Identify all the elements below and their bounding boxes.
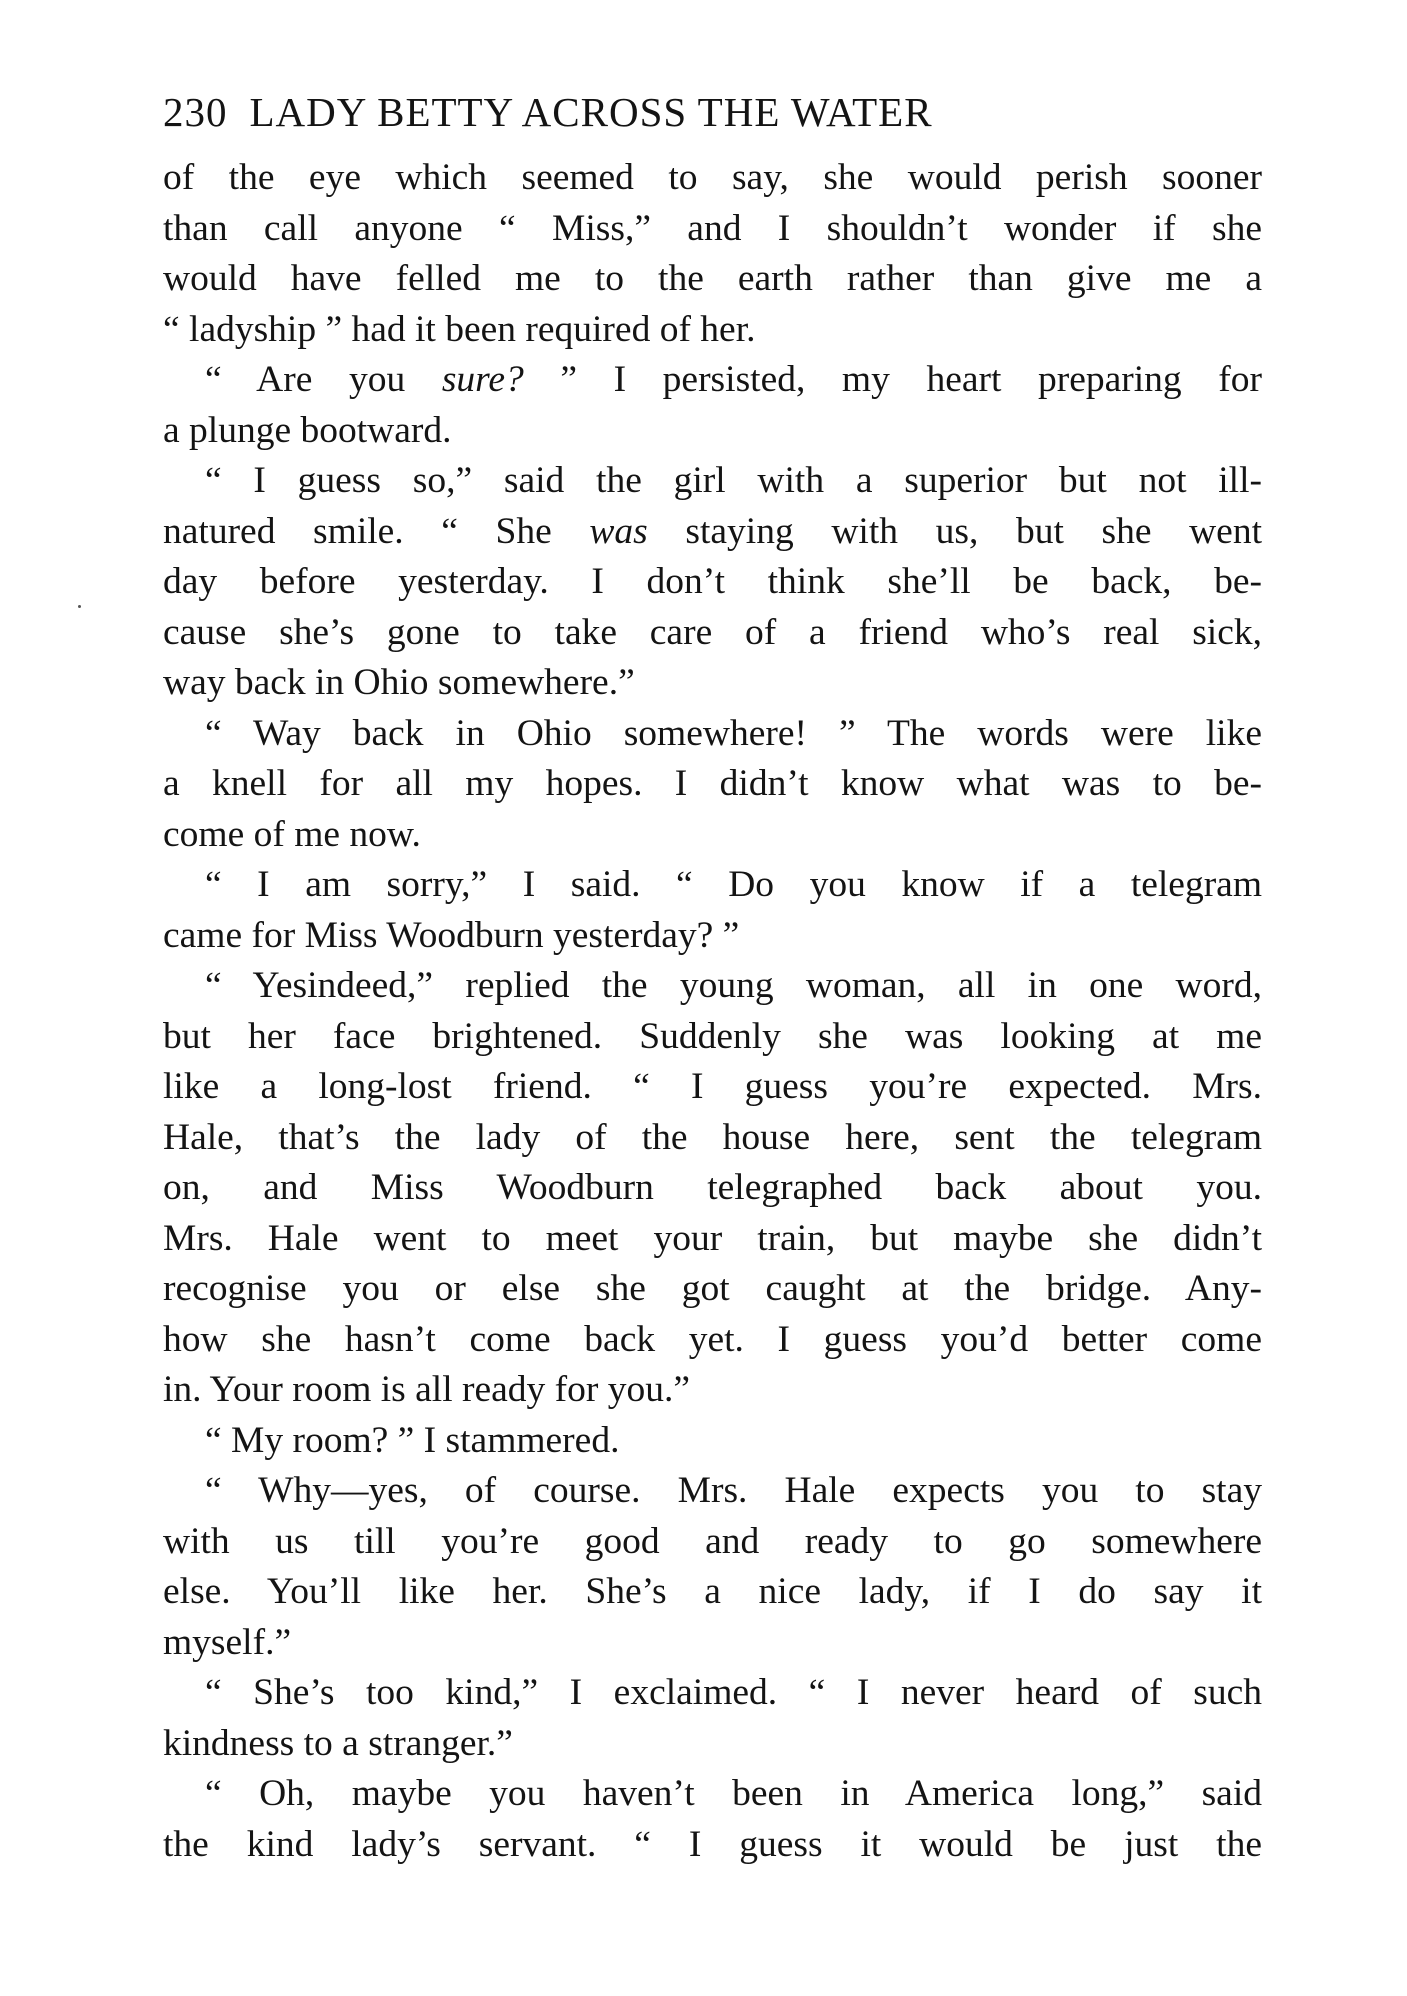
text-line: Mrs. Hale went to meet your train, but maybe she didn’t <box>163 1217 1262 1259</box>
text-line: a plunge bootward. <box>163 409 452 451</box>
text-line: came for Miss Woodburn yesterday? ” <box>163 914 740 956</box>
text-line: “ Why—yes, of course. Mrs. Hale expects you to stay <box>205 1470 1262 1511</box>
page-number: 230 <box>163 89 228 135</box>
text-line: Hale, that’s the lady of the house here, sent the telegram <box>163 1116 1262 1158</box>
text-line: “ My room? ” I stammered. <box>205 1419 620 1461</box>
text-line: of the eye which seemed to say, she would perish sooner <box>163 157 1262 198</box>
text-line: “ Oh, maybe you haven’t been in America long,” said <box>205 1773 1262 1814</box>
text-line: than call anyone “ Miss,” and I shouldn’t wonder if she <box>163 207 1262 249</box>
text-line: “ She’s too kind,” I exclaimed. “ I never heard of such <box>205 1672 1262 1713</box>
text-line: myself.” <box>163 1621 292 1663</box>
text-line: day before yesterday. I don’t think she’ll be back, be- <box>163 561 1262 602</box>
text-line: “ Way back in Ohio somewhere! ” The words were like <box>205 712 1262 754</box>
text-line: “ Yesindeed,” replied the young woman, all in one word, <box>205 965 1262 1006</box>
text-line: come of me now. <box>163 813 421 855</box>
text-line: “ I am sorry,” I said. “ Do you know if a telegram <box>205 864 1262 905</box>
text-line: natured smile. “ She was staying with us, but she went <box>163 510 1262 552</box>
text-line: cause she’s gone to take care of a friend who’s real sick, <box>163 611 1262 653</box>
text-line: with us till you’re good and ready to go somewhere <box>163 1520 1262 1562</box>
text-line: recognise you or else she got caught at the bridge. Any- <box>163 1268 1262 1309</box>
text-line: “ I guess so,” said the girl with a superior but not ill- <box>205 460 1262 501</box>
running-title: LADY BETTY ACROSS THE WATER <box>249 89 933 135</box>
body-text <box>163 153 1262 1870</box>
text-line: but her face brightened. Suddenly she was looking at me <box>163 1015 1262 1057</box>
text-line: how she hasn’t come back yet. I guess you’d better come <box>163 1318 1262 1360</box>
text-line: kindness to a stranger.” <box>163 1722 513 1764</box>
text-line: the kind lady’s servant. “ I guess it would be just the <box>163 1823 1262 1865</box>
running-head <box>163 82 1263 142</box>
text-line: would have felled me to the earth rather than give me a <box>163 258 1262 299</box>
text-line: like a long-lost friend. “ I guess you’re expected. Mrs. <box>163 1066 1262 1107</box>
text-line: on, and Miss Woodburn telegraphed back about you. <box>163 1167 1262 1208</box>
text-line: “ ladyship ” had it been required of her. <box>163 308 756 350</box>
scan-speck <box>78 605 81 608</box>
text-line: a knell for all my hopes. I didn’t know what was to be- <box>163 763 1262 804</box>
text-line: “ Are you sure? ” I persisted, my heart preparing for <box>205 359 1262 400</box>
text-line: way back in Ohio somewhere.” <box>163 662 635 703</box>
text-line: else. You’ll like her. She’s a nice lady, if I do say it <box>163 1571 1262 1612</box>
text-line: in. Your room is all ready for you.” <box>163 1369 691 1410</box>
